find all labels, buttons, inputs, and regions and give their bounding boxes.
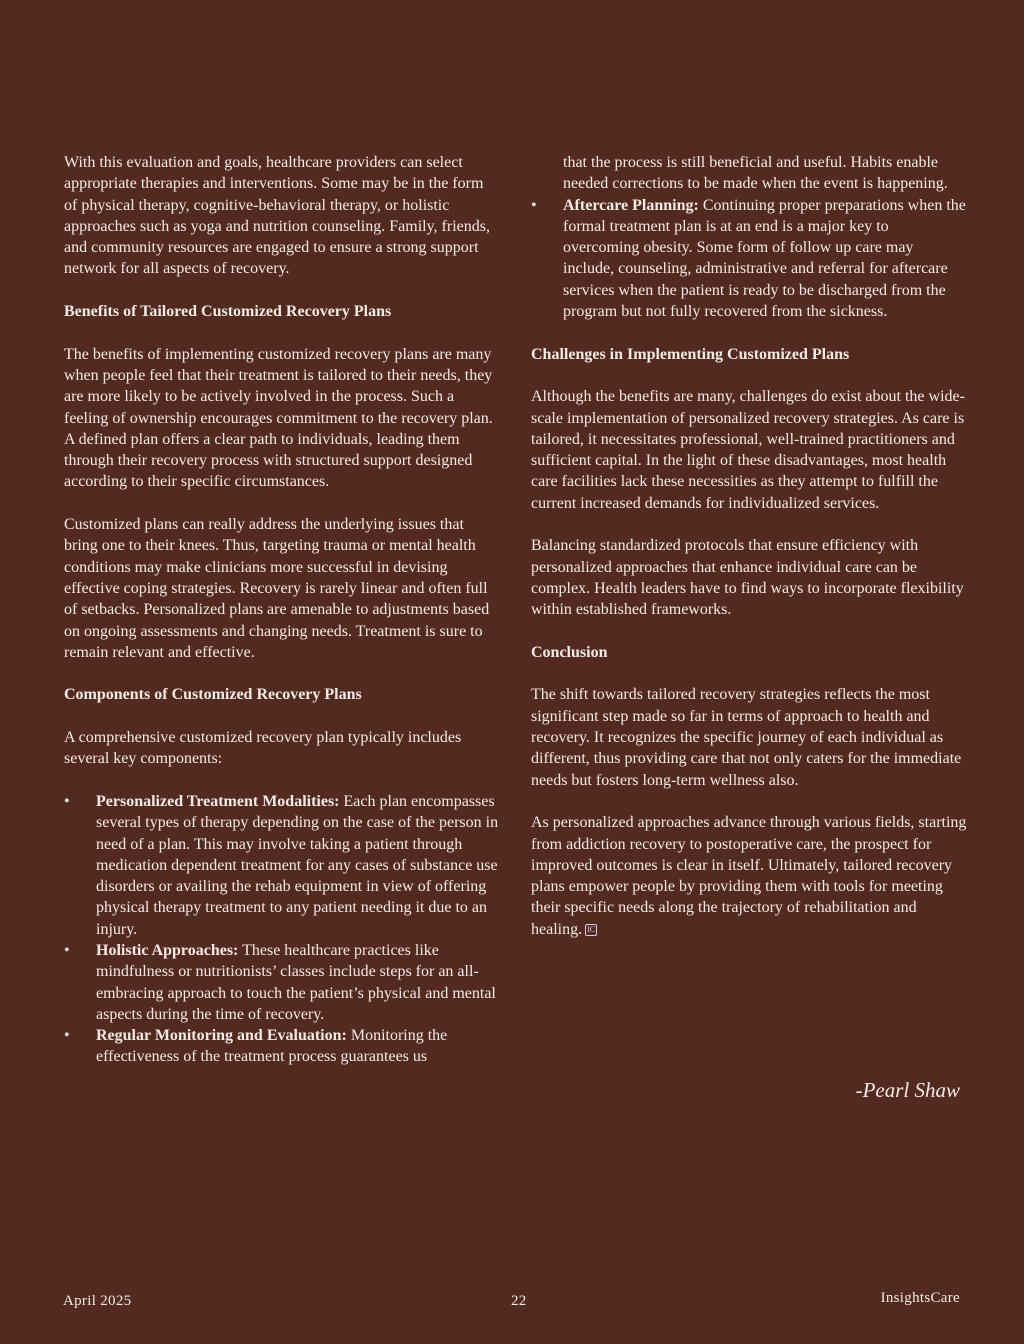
challenges-paragraph-1: Although the benefits are many, challenges do exist about the wide-scale implementation of personalized recovery strategies. As care is tailored, it necessitates professional, well-trained practitioners and sufficient capital. In the light of these disadvantages, most health care facilities lack these necessities as they attempt to fulfill the current increased demands for individualized services. [531, 388, 965, 512]
benefits-paragraph-1: The benefits of implementing customized recovery plans are many when people feel that their treatment is tailored to their needs, they are more likely to be actively involved in the process. Such a feeling of ownership encourages commitment to the recovery plan. A defined plan offers a clear path to individuals, leading them through their recovery process with structured support designed according to their specific circumstances. [64, 345, 493, 491]
challenges-paragraph-2: Balancing standardized protocols that ensure efficiency with personalized approaches that enhance individual care can be complex. Health leaders have to find ways to incorporate flexibility within established frameworks. [531, 537, 964, 619]
list-item-title: Regular Monitoring and Evaluation: [96, 1027, 347, 1045]
bullet-icon: • [64, 792, 70, 810]
list-item-text: Continuing proper preparations when the formal treatment plan is at an end is a major key to overcoming obesity. Some form of follow up care may include, counseling, administrative and referral for aftercare services when the patient is ready to be discharged from the program but not fully recovered from the sickness. [563, 196, 966, 321]
components-heading: Components of Customized Recovery Plans [64, 686, 362, 704]
footer-brand: InsightsCare [880, 1290, 960, 1306]
bullet-icon: • [64, 941, 70, 959]
list-item-text: Each plan encompasses several types of therapy depending on the case of the person in need of a plan. This may involve taking a patient through medication dependent treatment for any cases of substance use disorders or availing the rehab equipment in view of offering physical therapy treatment to any patient needing it due to an injury. [96, 792, 499, 938]
conclusion-paragraph-2-text: As personalized approaches advance through various fields, starting from addiction recovery to postoperative care, the prospect for improved outcomes is clear in itself. Ultimately, tailored recovery plans empower people by providing them with tools for meeting their specific needs along the trajectory of rehabilitation and healing. [531, 814, 967, 938]
benefits-heading: Benefits of Tailored Customized Recovery Plans [64, 303, 392, 321]
challenges-heading: Challenges in Implementing Customized Plans [531, 345, 850, 363]
bullet-icon: • [64, 1027, 70, 1045]
list-item-title: Aftercare Planning: [563, 196, 699, 214]
right-column [531, 152, 967, 961]
list-continuation: that the process is still beneficial and useful. Habits enable needed corrections to be made when the event is happening. [563, 154, 948, 193]
components-intro: A comprehensive customized recovery plan typically includes several key components: [64, 729, 462, 768]
aftercare-list [531, 195, 967, 323]
page-number: 22 [511, 1293, 527, 1309]
left-column [64, 152, 500, 1089]
conclusion-heading: Conclusion [531, 643, 608, 661]
conclusion-paragraph-1: The shift towards tailored recovery strategies reflects the most significant step made so far in terms of approach to health and recovery. It recognizes the specific journey of each individual as different, thus providing care that not only caters for the immediate needs but fosters long-term wellness also. [531, 686, 962, 789]
conclusion-paragraph-2 [531, 812, 967, 940]
author-signature: -Pearl Shaw [855, 1078, 960, 1102]
components-list [64, 791, 500, 1068]
list-item-title: Holistic Approaches: [96, 941, 239, 959]
bullet-icon: • [531, 196, 537, 214]
list-item-text: These healthcare practices like mindfulness or nutritionists’ classes include steps for an all-embracing approach to touch the patient’s physical and mental aspects during the time of recovery. [96, 941, 496, 1023]
end-mark-icon: IC [587, 925, 596, 935]
footer-date: April 2025 [63, 1293, 132, 1309]
list-item [64, 791, 500, 940]
list-item-title: Personalized Treatment Modalities: [96, 792, 340, 810]
benefits-paragraph-2: Customized plans can really address the underlying issues that bring one to their knees. Thus, targeting trauma or mental health conditions may make clinicians more successful in devising effective coping strategies. Recovery is rarely linear and often full of setbacks. Personalized plans are amenable to adjustments based on ongoing assessments and changing needs. Treatment is sure to remain relevant and effective. [64, 516, 490, 661]
list-item [531, 195, 967, 323]
list-item-text: Monitoring the effectiveness of the treatment process guarantees us [96, 1027, 448, 1066]
list-item [64, 1025, 500, 1068]
list-item [64, 940, 500, 1025]
intro-paragraph: With this evaluation and goals, healthcare providers can select appropriate therapies and interventions. Some may be in the form of physical therapy, cognitive-behavioral therapy, or holistic approaches such as yoga and nutrition counseling. Family, friends, and community resources are engaged to ensure a strong support network for all aspects of recovery. [64, 154, 490, 278]
